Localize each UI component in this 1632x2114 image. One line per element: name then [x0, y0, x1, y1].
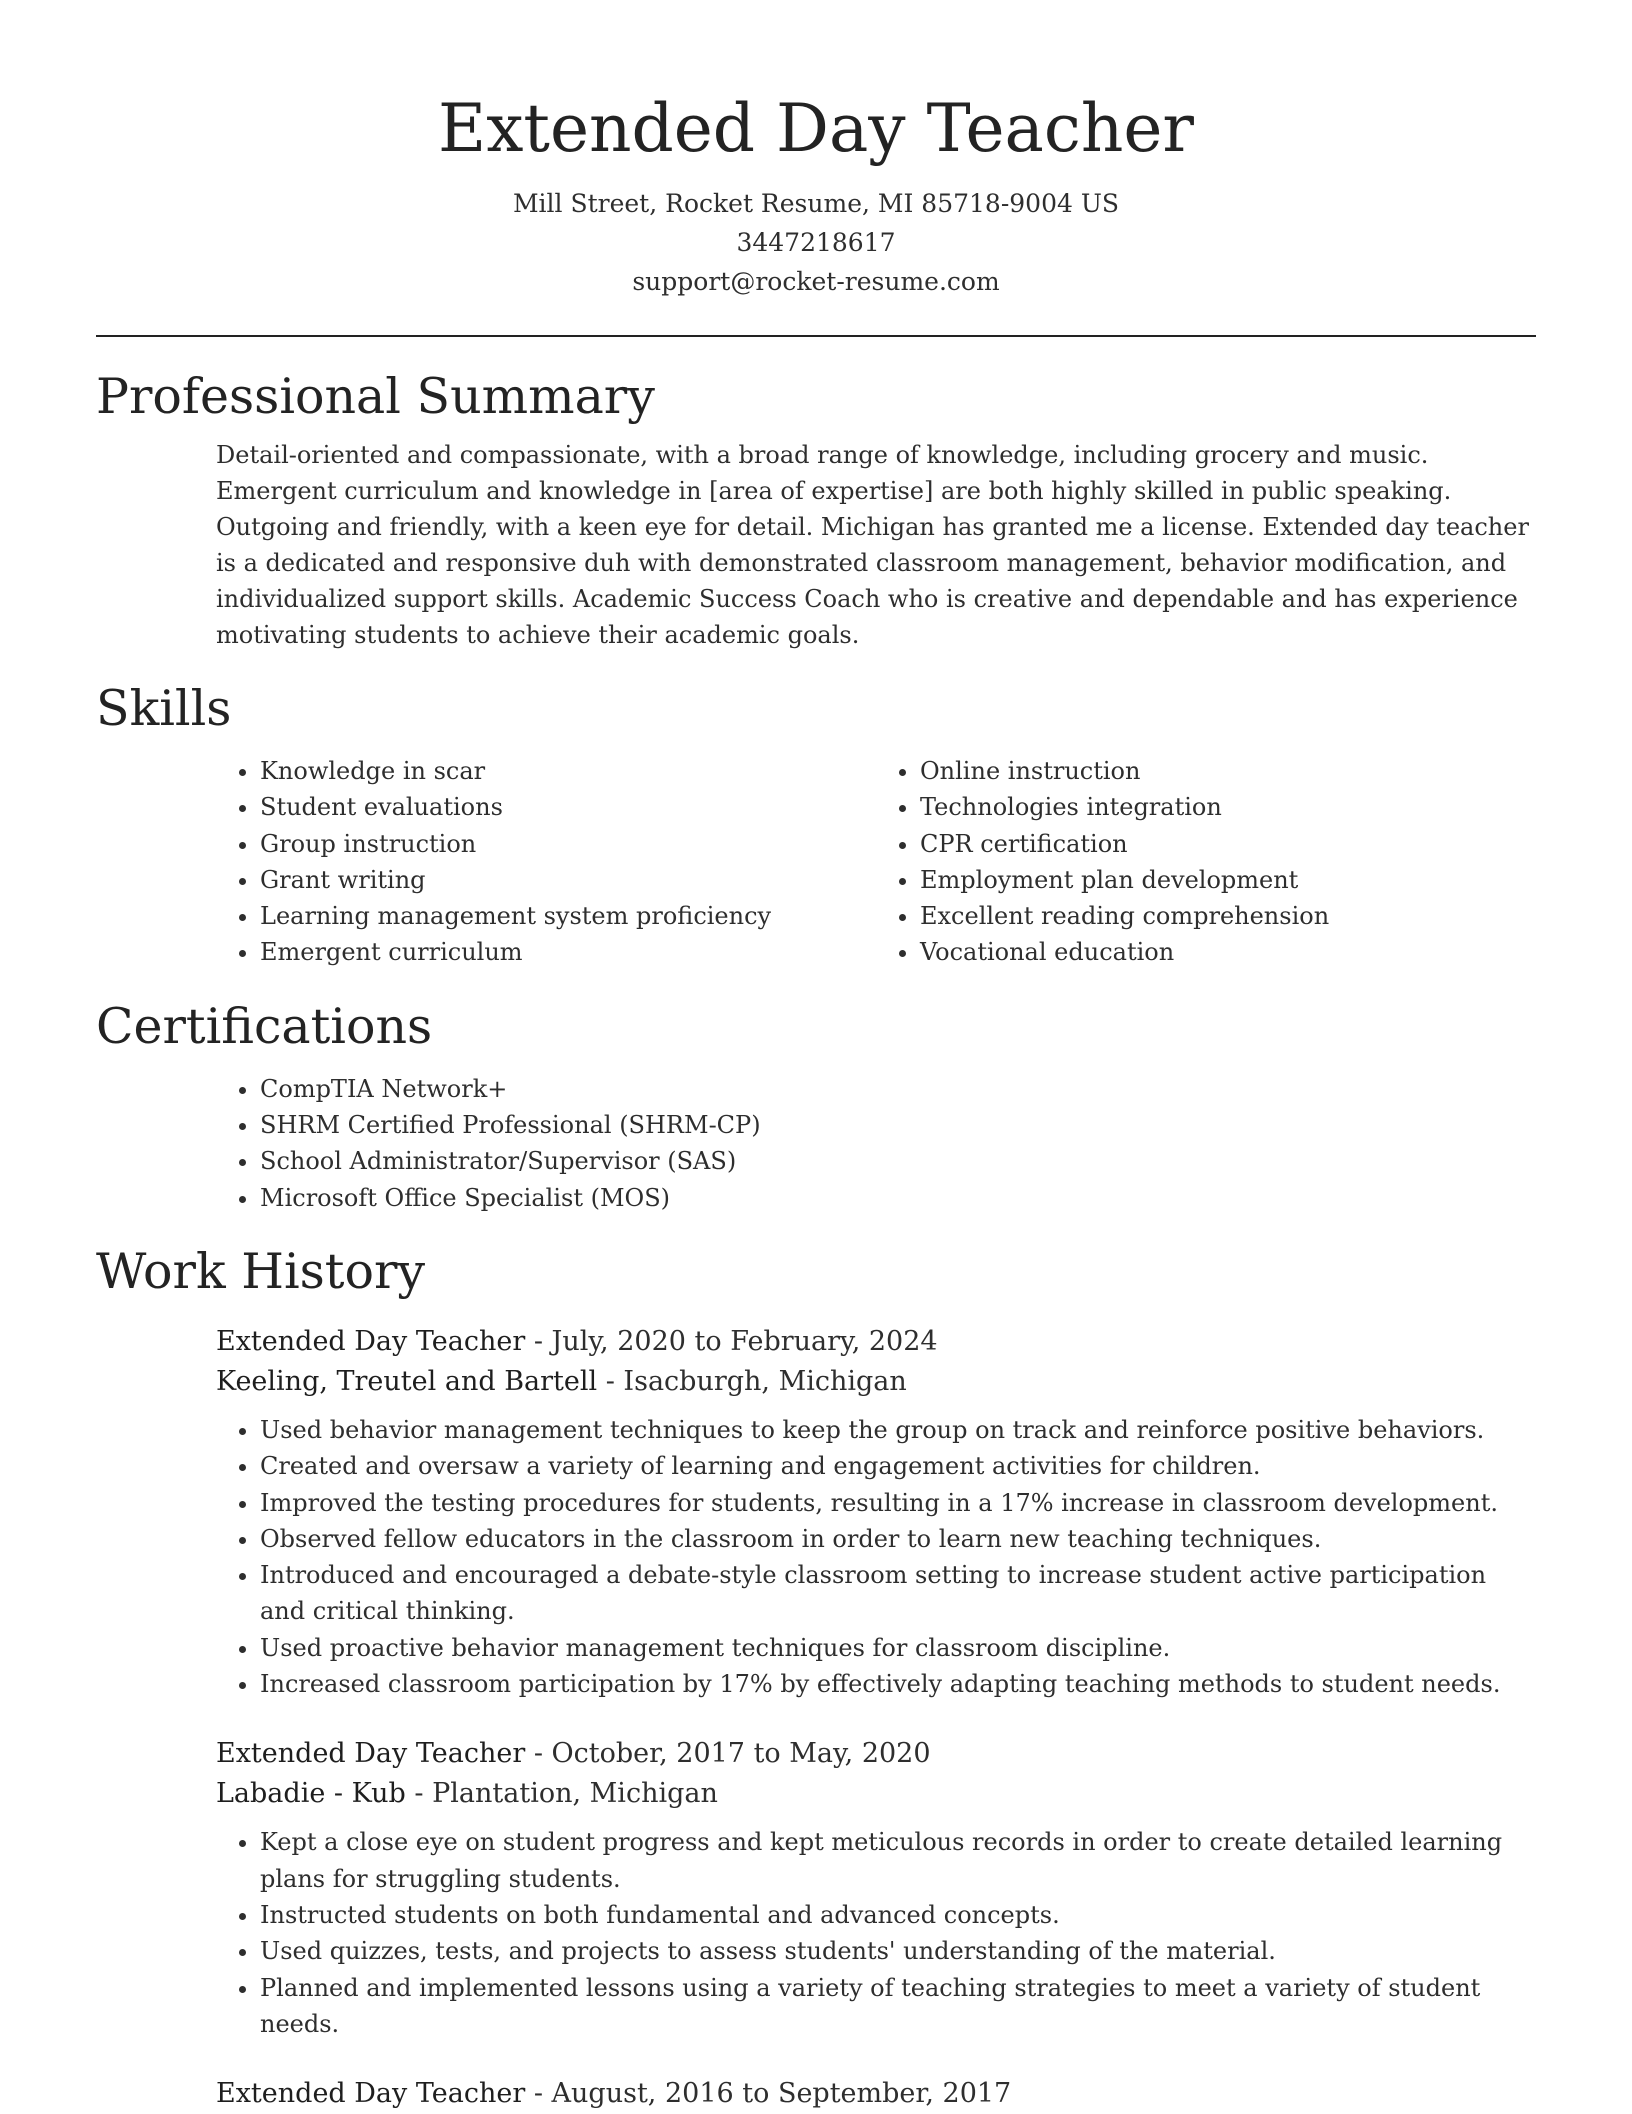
job-bullet: • Created and oversaw a variety of learning and engagement activities for children. — [260, 1448, 1536, 1484]
job-title-line — [216, 1322, 1536, 1362]
contact-block — [96, 184, 1536, 301]
certification-item: • SHRM Certified Professional (SHRM-CP) — [260, 1107, 1536, 1143]
resume-page — [96, 0, 1536, 2114]
job-location: - Plantation, Michigan — [405, 1778, 718, 1810]
skill-item: • Student evaluations — [260, 789, 876, 825]
job-dates: - July, 2020 to February, 2024 — [525, 1325, 938, 1357]
skill-item: • Excellent reading comprehension — [920, 898, 1536, 934]
skill-item: • Knowledge in scar — [260, 753, 876, 789]
certification-item: • CompTIA Network+ — [260, 1071, 1536, 1107]
summary-heading: Professional Summary — [96, 368, 655, 425]
header-divider — [96, 335, 1536, 337]
skill-item: • CPR certification — [920, 826, 1536, 862]
certifications-heading: Certifications — [96, 997, 433, 1055]
skill-item: • Online instruction — [920, 753, 1536, 789]
job-company-line — [216, 1774, 1536, 1814]
job-title-line — [216, 1734, 1536, 1774]
summary-text: Detail-oriented and compassionate, with a broad range of knowledge, including grocery and music. Emergent curriculum and knowledge in [area of expertise] are both highly skilled in public speaking. Outgoing and friendly, with a keen eye for detail. Michigan has granted me a license. Extended day teacher is a dedicated and responsive duh with demonstrated classroom management, behavior modification, and individualized support skills. Academic Success Coach who is creative and dependable and has experience motivating students to achieve their academic goals. — [216, 441, 1529, 649]
skill-item: • Vocational education — [920, 934, 1536, 970]
job-bullet: • Planned and implemented lessons using a variety of teaching strategies to meet a variety of student needs. — [260, 1970, 1536, 2043]
job-bullet: • Improved the testing procedures for students, resulting in a 17% increase in classroom development. — [260, 1485, 1536, 1521]
certification-item: • School Administrator/Supervisor (SAS) — [260, 1143, 1536, 1179]
certifications-section — [96, 997, 1536, 1216]
job-bullet: • Increased classroom participation by 17% by effectively adapting teaching methods to student needs. — [260, 1666, 1536, 1702]
skills-column-right — [876, 753, 1536, 971]
skill-item: • Emergent curriculum — [260, 934, 876, 970]
skills-grid — [216, 753, 1536, 971]
summary-section — [96, 367, 1536, 653]
job-bullet: • Observed fellow educators in the classroom in order to learn new teaching techniques. — [260, 1521, 1536, 1557]
job-company-line — [216, 1362, 1536, 1402]
job-bullet: • Kept a close eye on student progress and kept meticulous records in order to create detailed learning plans for struggling students. — [260, 1824, 1536, 1897]
job-entry — [216, 1322, 1536, 1702]
skills-section — [96, 679, 1536, 971]
job-company: Labadie - Kub — [216, 1778, 406, 1810]
certifications-list — [216, 1071, 1536, 1216]
work-history-section — [96, 1242, 1536, 2114]
contact-phone: 3447218617 — [736, 228, 896, 257]
skills-heading: Skills — [96, 680, 232, 737]
work-history-heading: Work History — [96, 1242, 426, 1300]
skill-item: • Grant writing — [260, 862, 876, 898]
skill-item: • Technologies integration — [920, 789, 1536, 825]
certification-item: • Microsoft Office Specialist (MOS) — [260, 1180, 1536, 1216]
skill-item: • Group instruction — [260, 826, 876, 862]
skill-item: • Learning management system proficiency — [260, 898, 876, 934]
skills-column-left — [216, 753, 876, 971]
job-title: Extended Day Teacher — [216, 1325, 526, 1357]
job-title: Extended Day Teacher — [216, 1738, 526, 1770]
job-bullet: • Used quizzes, tests, and projects to assess students' understanding of the material. — [260, 1933, 1536, 1969]
job-bullets — [216, 1824, 1536, 2042]
contact-email: support@rocket-resume.com — [632, 267, 1000, 296]
job-title: Extended Day Teacher — [216, 2078, 526, 2110]
job-dates: - October, 2017 to May, 2020 — [525, 1738, 931, 1770]
job-entry — [216, 2074, 1536, 2114]
job-location: - Isacburgh, Michigan — [597, 1365, 907, 1397]
job-company: Keeling, Treutel and Bartell — [216, 1365, 598, 1397]
skill-item: • Employment plan development — [920, 862, 1536, 898]
job-bullet: • Instructed students on both fundamental and advanced concepts. — [260, 1897, 1536, 1933]
job-bullets — [216, 1412, 1536, 1702]
contact-address: Mill Street, Rocket Resume, MI 85718-9004 US — [512, 189, 1120, 218]
job-title-line — [216, 2074, 1536, 2114]
job-entry — [216, 1734, 1536, 2042]
job-dates: - August, 2016 to September, 2017 — [525, 2078, 1012, 2110]
candidate-name: Extended Day Teacher — [438, 90, 1194, 167]
job-bullet: • Introduced and encouraged a debate-style classroom setting to increase student active participation and critical thinking. — [260, 1557, 1536, 1630]
job-bullet: • Used behavior management techniques to keep the group on track and reinforce positive behaviors. — [260, 1412, 1536, 1448]
job-bullet: • Used proactive behavior management techniques for classroom discipline. — [260, 1630, 1536, 1666]
